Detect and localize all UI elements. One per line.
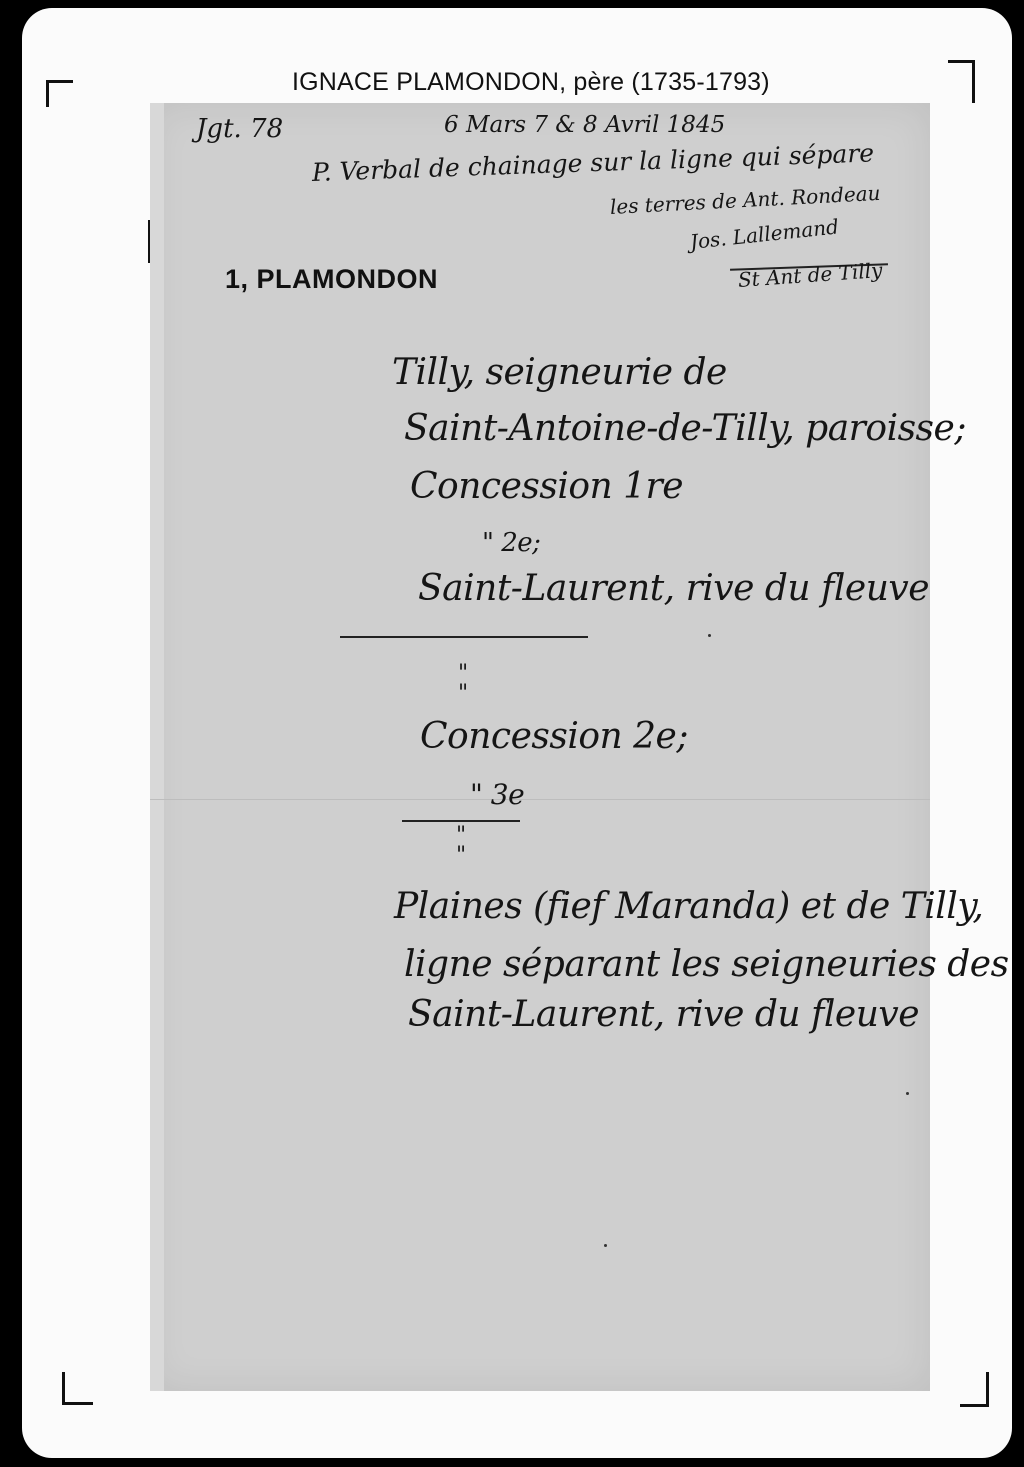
ink-speck [604, 1244, 607, 1247]
note-line-2: les terres de Ant. Rondeau [609, 180, 882, 219]
sheet-fold-line [150, 799, 930, 800]
section-divider [340, 636, 588, 638]
index-line: Saint-Antoine-de-Tilly, paroisse; [404, 408, 966, 449]
crop-mark-bottom-right [960, 1372, 989, 1407]
crop-mark-top-left [46, 80, 73, 107]
index-line: Saint-Laurent, rive du fleuve [408, 994, 920, 1035]
crop-mark-bottom-left [62, 1372, 93, 1405]
note-signature: Jos. Lallemand [688, 214, 840, 254]
document-date: 6 Mars 7 & 8 Avril 1845 [444, 112, 726, 138]
index-line: Tilly, seigneurie de [392, 352, 727, 393]
ink-speck [906, 1092, 909, 1095]
index-line: " 3e [470, 778, 525, 811]
note-line-1: P. Verbal de chainage sur la ligne qui sépare [311, 138, 875, 187]
file-reference: Jgt. 78 [196, 114, 284, 144]
note-place: St Ant de Tilly [737, 257, 884, 292]
ditto-marks: " " [456, 823, 467, 868]
ditto-marks: " " [458, 661, 469, 706]
sheet-edge [150, 103, 164, 1391]
index-line: " 2e; [482, 528, 541, 558]
section-divider [402, 820, 520, 822]
index-line: Concession 2e; [420, 716, 688, 757]
collection-title: IGNACE PLAMONDON, père (1735-1793) [292, 68, 770, 96]
ink-speck [708, 634, 711, 637]
index-line: Saint-Laurent, rive du fleuve [418, 568, 930, 609]
index-line: Plaines (fief Maranda) et de Tilly, [394, 886, 984, 927]
index-line: Concession 1re [410, 466, 684, 507]
index-line: ligne séparant les seigneuries des [404, 944, 1009, 985]
crop-mark-top-right [948, 60, 975, 103]
document-number-label: 1, PLAMONDON [225, 264, 439, 294]
